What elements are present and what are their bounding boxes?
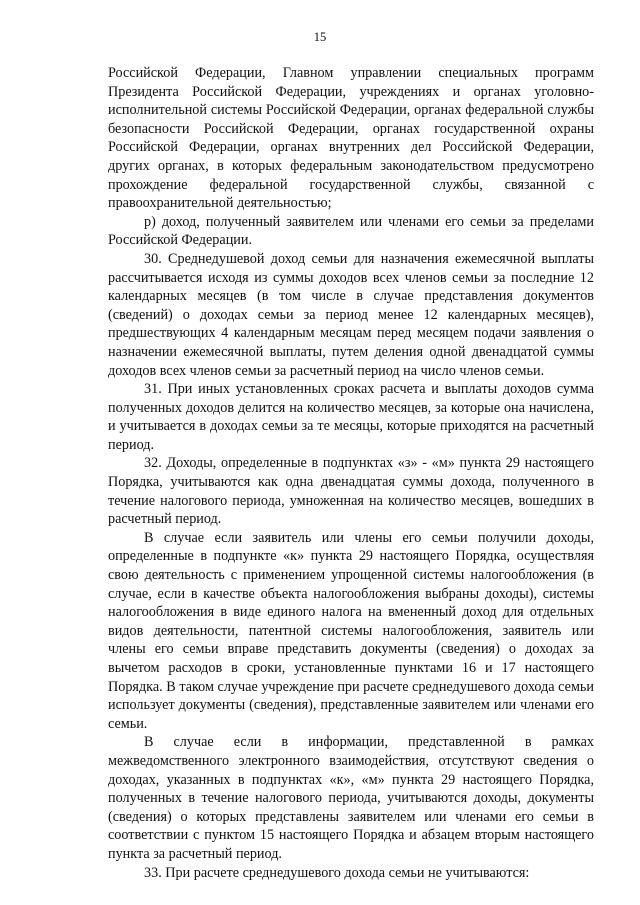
paragraph-item-31: 31. При иных установленных сроках расчета и выплаты доходов сумма полученных доходов делится на количество месяцев, за которые она начислена, и учитывается в доходах семьи за те месяцы, которые приходятся на расчетный период. <box>108 381 594 453</box>
paragraph-item-32-interagency: В случае если в информации, представленной в рамках межведомственного электронного взаимодействия, отсутствуют сведения о доходах, указанных в подпунктах «к», «м» пункта 29 настоящего Порядка, полученных в течение налогового периода, учитываются доходы, документы (сведения) о которых представлены заявителем или членами его семьи в соответствии с пунктом 15 настоящего Порядка и абзацем вторым настоящего пункта за расчетный период. <box>108 734 594 862</box>
paragraph-item-30: 30. Среднедушевой доход семьи для назначения ежемесячной выплаты рассчитывается исходя из суммы доходов всех членов семьи за последние 12 календарных месяцев (в том числе в случае представления документов (сведений) о доходах семьи за период менее 12 календарных месяцев), предшествующих 4 календарным месяцам перед месяцем подачи заявления о назначении ежемесячной выплаты, путем деления одной двенадцатой суммы доходов всех членов семьи за расчетный период на число членов семьи. <box>108 250 594 379</box>
document-body <box>108 64 594 882</box>
paragraph-item-32: 32. Доходы, определенные в подпунктах «з» - «м» пункта 29 настоящего Порядка, учитываются как одна двенадцатая суммы дохода, полученного в течение налогового периода, умноженная на количество месяцев, вошедших в расчетный период. <box>108 455 594 528</box>
paragraph-item-r: р) доход, полученный заявителем или членами его семьи за пределами Российской Федерации. <box>108 213 594 249</box>
paragraph-continuation: Российской Федерации, Главном управлении специальных программ Президента Российской Федерации, учреждениях и органах уголовно-исполнительной системы Российской Федерации, органах федеральной службы безопасности Российской Федерации, органах государственной охраны Российской Федерации, органах внутренних дел Российской Федерации, других органах, в которых федеральным законодательством предусмотрено прохождение федеральной государственной службы, связанной с правоохранительной деятельностью; <box>108 65 594 212</box>
paragraph-item-32-simplified-tax: В случае если заявитель или члены его семьи получили доходы, определенные в подпункте «к» пункта 29 настоящего Порядка, осуществляя свою деятельность с применением упрощенной системы налогообложения (в случае, если в качестве объекта налогообложения выбраны доходы), системы налогообложения в виде единого налога на вмененный доход для отдельных видов деятельности, патентной системы налогообложения, заявитель или члены его семьи вправе представить документы (сведения) о доходах за вычетом расходов в сроки, установленные пунктами 16 и 17 настоящего Порядка. В таком случае учреждение при расчете среднедушевого дохода семьи использует документы (сведения), представленные заявителем или членами его семьи. <box>108 529 594 732</box>
paragraph-item-33: 33. При расчете среднедушевого дохода семьи не учитываются: <box>144 864 530 881</box>
page-number: 15 <box>313 30 327 44</box>
